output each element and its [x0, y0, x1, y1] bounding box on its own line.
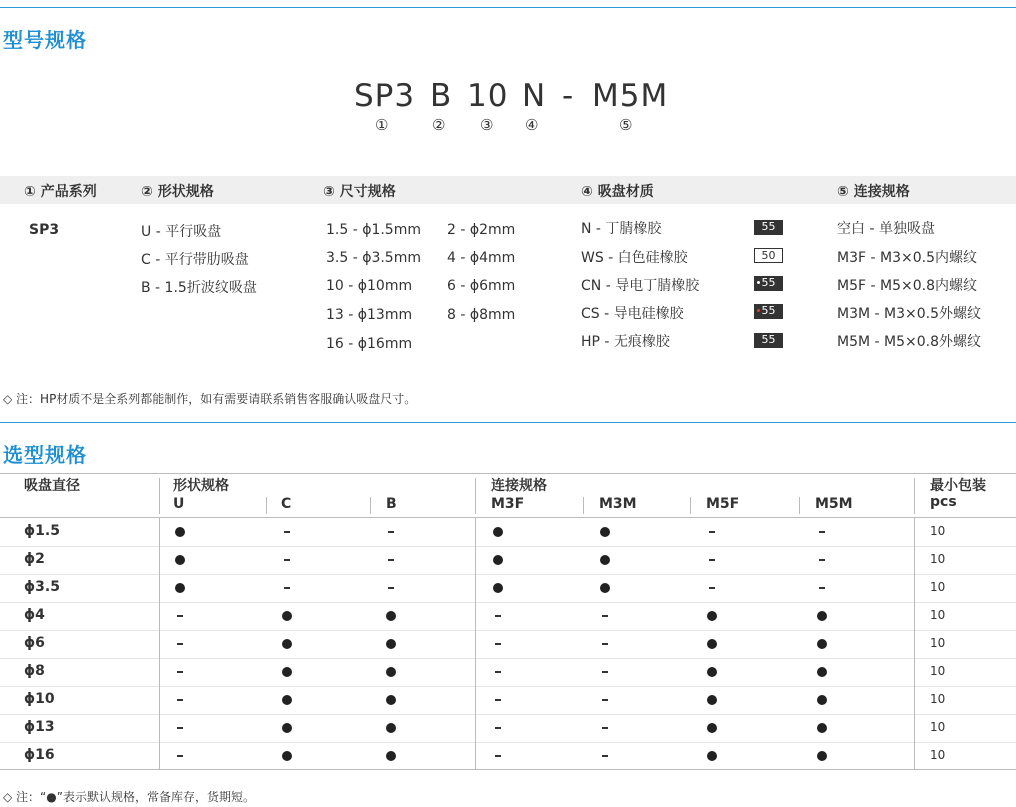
default-spec-dot [493, 583, 503, 593]
table-row-qty: 10 [930, 580, 946, 594]
section-title-selection: 选型规格 [3, 443, 87, 467]
marker-4: ④ [525, 116, 539, 134]
not-available-dash [388, 531, 394, 533]
material-option: HP - 无痕橡胶 [581, 334, 670, 350]
material-option: WS - 白色硅橡胶 [581, 250, 688, 266]
default-spec-dot [600, 555, 610, 565]
table-header-border [0, 517, 1016, 518]
default-spec-dot [707, 611, 717, 621]
default-spec-dot [817, 639, 827, 649]
code-connection: M5M [592, 78, 669, 114]
row-divider [0, 630, 1016, 631]
connection-option: M5M - M5×0.8外螺纹 [837, 334, 981, 350]
table-row-diameter: ϕ13 [24, 719, 55, 735]
code-material: N [522, 78, 547, 114]
table-row-qty: 10 [930, 608, 946, 622]
table-row-qty: 10 [930, 748, 946, 762]
hardness-badge: 55 [754, 304, 783, 319]
default-spec-dot [493, 555, 503, 565]
default-spec-dot [282, 667, 292, 677]
table-row-diameter: ϕ16 [24, 747, 55, 763]
table-row-diameter: ϕ3.5 [24, 579, 60, 595]
default-spec-dot [600, 583, 610, 593]
col-divider [475, 518, 476, 770]
header-series: ① 产品系列 [24, 184, 97, 200]
connection-option: M5F - M5×0.8内螺纹 [837, 278, 977, 294]
table-row-diameter: ϕ8 [24, 663, 45, 679]
size-option: 2 - ϕ2mm [447, 222, 516, 238]
table-row-diameter: ϕ2 [24, 551, 45, 567]
default-spec-dot [707, 723, 717, 733]
not-available-dash [388, 559, 394, 561]
default-spec-dot [386, 723, 396, 733]
col-shape-u: U [173, 496, 185, 512]
col-pack-unit: pcs [930, 494, 957, 510]
col-divider [159, 478, 160, 514]
default-spec-dot [282, 695, 292, 705]
default-spec-dot [493, 527, 503, 537]
col-divider [914, 478, 915, 514]
table-row-qty: 10 [930, 552, 946, 566]
top-divider [0, 7, 1016, 8]
group-shape: 形状规格 [173, 478, 229, 494]
not-available-dash [819, 587, 825, 589]
size-option: 16 - ϕ16mm [326, 336, 413, 352]
default-spec-dot [817, 667, 827, 677]
row-divider [0, 686, 1016, 687]
default-spec-dot [386, 695, 396, 705]
col-divider [799, 497, 800, 514]
not-available-dash [495, 643, 501, 645]
material-note: ◇ 注：HP材质不是全系列都能制作，如有需要请联系销售客服确认吸盘尺寸。 [3, 392, 417, 406]
connection-option: 空白 - 单独吸盘 [837, 221, 935, 237]
spec-header-band [0, 176, 1016, 204]
col-pack: 最小包装 [930, 478, 986, 494]
not-available-dash [709, 587, 715, 589]
not-available-dash [177, 727, 183, 729]
table-row-qty: 10 [930, 692, 946, 706]
row-divider [0, 714, 1016, 715]
default-spec-dot [386, 639, 396, 649]
col-divider [690, 497, 691, 514]
marker-3: ③ [480, 116, 494, 134]
marker-5: ⑤ [619, 116, 633, 134]
default-spec-dot [282, 751, 292, 761]
header-connection: ⑤ 连接规格 [837, 184, 910, 200]
not-available-dash [709, 531, 715, 533]
not-available-dash [819, 531, 825, 533]
table-row-qty: 10 [930, 524, 946, 538]
default-spec-dot [817, 695, 827, 705]
shape-option: B - 1.5折波纹吸盘 [141, 280, 257, 296]
not-available-dash [819, 559, 825, 561]
not-available-dash [602, 727, 608, 729]
size-option: 13 - ϕ13mm [326, 307, 413, 323]
col-divider [914, 518, 915, 770]
default-spec-dot [707, 695, 717, 705]
not-available-dash [388, 587, 394, 589]
not-available-dash [602, 615, 608, 617]
row-divider [0, 658, 1016, 659]
series-value: SP3 [29, 222, 60, 238]
code-size: 10 [467, 78, 509, 114]
table-row-diameter: ϕ1.5 [24, 523, 60, 539]
not-available-dash [177, 615, 183, 617]
default-spec-dot [817, 751, 827, 761]
header-material: ④ 吸盘材质 [581, 184, 654, 200]
not-available-dash [495, 727, 501, 729]
table-row-qty: 10 [930, 636, 946, 650]
header-shape: ② 形状规格 [141, 184, 214, 200]
size-option: 8 - ϕ8mm [447, 307, 516, 323]
table-row-qty: 10 [930, 664, 946, 678]
hardness-badge: 55 [754, 276, 783, 291]
header-size: ③ 尺寸规格 [323, 184, 396, 200]
conductive-dot-icon [757, 309, 760, 312]
section-divider [0, 422, 1016, 423]
default-spec-dot [386, 667, 396, 677]
default-spec-dot [707, 639, 717, 649]
hardness-badge: 55 [754, 333, 783, 348]
connection-option: M3M - M3×0.5外螺纹 [837, 306, 981, 322]
not-available-dash [177, 755, 183, 757]
not-available-dash [284, 559, 290, 561]
col-conn-m3f: M3F [491, 496, 525, 512]
size-option: 4 - ϕ4mm [447, 250, 516, 266]
row-divider [0, 574, 1016, 575]
not-available-dash [495, 615, 501, 617]
default-spec-dot [817, 723, 827, 733]
not-available-dash [602, 671, 608, 673]
connection-option: M3F - M3×0.5内螺纹 [837, 250, 977, 266]
default-spec-dot [175, 527, 185, 537]
code-series: SP3 [354, 78, 416, 114]
col-divider [583, 497, 584, 514]
legend-note: ◇ 注：“●”表示默认规格，常备库存，货期短。 [3, 790, 255, 804]
row-divider [0, 742, 1016, 743]
shape-option: C - 平行带肋吸盘 [141, 252, 249, 268]
material-option: CN - 导电丁腈橡胶 [581, 278, 700, 294]
size-option: 10 - ϕ10mm [326, 278, 413, 294]
col-conn-m5f: M5F [706, 496, 740, 512]
not-available-dash [602, 755, 608, 757]
default-spec-dot [707, 667, 717, 677]
size-option: 1.5 - ϕ1.5mm [326, 222, 421, 238]
marker-1: ① [375, 116, 389, 134]
not-available-dash [602, 643, 608, 645]
size-option: 6 - ϕ6mm [447, 278, 516, 294]
table-row-diameter: ϕ6 [24, 635, 45, 651]
default-spec-dot [282, 639, 292, 649]
default-spec-dot [600, 527, 610, 537]
not-available-dash [284, 587, 290, 589]
col-divider [370, 497, 371, 514]
not-available-dash [284, 531, 290, 533]
col-diameter: 吸盘直径 [24, 478, 80, 494]
col-conn-m5m: M5M [815, 496, 853, 512]
not-available-dash [709, 559, 715, 561]
table-row-diameter: ϕ4 [24, 607, 45, 623]
table-row-qty: 10 [930, 720, 946, 734]
col-divider [266, 497, 267, 514]
not-available-dash [495, 755, 501, 757]
col-shape-c: C [281, 496, 292, 512]
not-available-dash [602, 699, 608, 701]
row-divider [0, 602, 1016, 603]
default-spec-dot [175, 555, 185, 565]
not-available-dash [495, 671, 501, 673]
col-divider [159, 518, 160, 770]
default-spec-dot [175, 583, 185, 593]
default-spec-dot [386, 611, 396, 621]
code-shape: B [430, 78, 453, 114]
hardness-badge: 50 [754, 248, 783, 263]
col-divider [475, 478, 476, 514]
table-top-border [0, 473, 1016, 474]
not-available-dash [177, 643, 183, 645]
not-available-dash [177, 699, 183, 701]
table-row-diameter: ϕ10 [24, 691, 55, 707]
shape-option: U - 平行吸盘 [141, 224, 222, 240]
table-bottom-border [0, 769, 1016, 770]
marker-2: ② [432, 116, 446, 134]
code-dash: - [562, 78, 575, 114]
model-code [0, 78, 1016, 118]
col-conn-m3m: M3M [599, 496, 637, 512]
default-spec-dot [282, 611, 292, 621]
default-spec-dot [282, 723, 292, 733]
conductive-dot-icon [757, 281, 760, 284]
section-title-model: 型号规格 [3, 28, 87, 52]
hardness-badge: 55 [754, 220, 783, 235]
group-connection: 连接规格 [491, 478, 547, 494]
row-divider [0, 546, 1016, 547]
not-available-dash [177, 671, 183, 673]
col-shape-b: B [386, 496, 397, 512]
material-option: CS - 导电硅橡胶 [581, 306, 684, 322]
default-spec-dot [817, 611, 827, 621]
default-spec-dot [707, 751, 717, 761]
material-option: N - 丁腈橡胶 [581, 221, 662, 237]
size-option: 3.5 - ϕ3.5mm [326, 250, 421, 266]
not-available-dash [495, 699, 501, 701]
default-spec-dot [386, 751, 396, 761]
